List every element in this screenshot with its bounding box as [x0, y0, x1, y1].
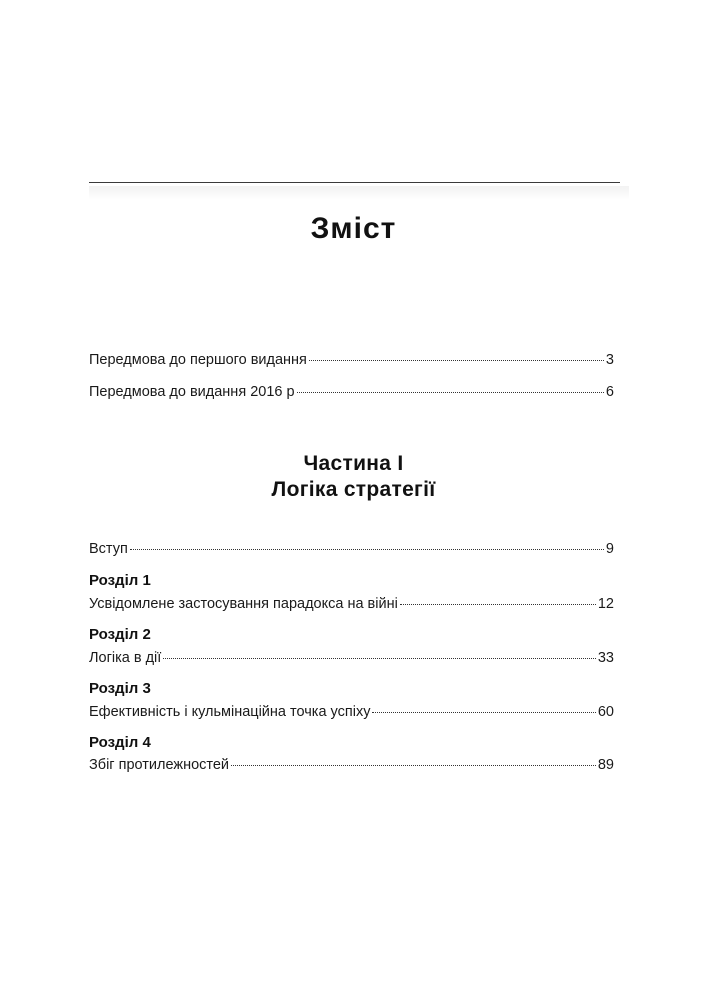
header-rule-shadow [89, 186, 629, 200]
toc-entry-label: Передмова до видання 2016 р [89, 384, 295, 400]
chapter-heading-3: Розділ 3 [89, 680, 151, 697]
toc-entry-chapter-4[interactable] [89, 757, 614, 773]
toc-entry-chapter-1[interactable] [89, 596, 614, 612]
part-number: Частина I [303, 452, 404, 475]
toc-entry-intro[interactable] [89, 541, 614, 557]
dot-leader [400, 604, 596, 605]
header-rule [89, 182, 620, 183]
toc-entry-label: Логіка в дії [89, 650, 162, 666]
part-heading [0, 451, 707, 503]
chapter-heading-1: Розділ 1 [89, 572, 151, 589]
toc-entry-label: Усвідомлене застосування парадокса на війні [89, 596, 398, 612]
toc-entry-page: 6 [605, 384, 614, 400]
toc-entry-page: 60 [597, 704, 614, 720]
toc-entry-preface-first[interactable] [89, 352, 614, 368]
toc-entry-page: 33 [597, 650, 614, 666]
chapter-heading-4: Розділ 4 [89, 734, 151, 751]
dot-leader [130, 549, 604, 550]
toc-entry-chapter-2[interactable] [89, 650, 614, 666]
dot-leader [163, 658, 596, 659]
dot-leader [231, 765, 596, 766]
toc-entry-chapter-3[interactable] [89, 704, 614, 720]
toc-entry-label: Ефективність і кульмінаційна точка успіху [89, 704, 371, 720]
chapter-heading-2: Розділ 2 [89, 626, 151, 643]
toc-entry-label: Передмова до першого видання [89, 352, 307, 368]
part-name: Логіка стратегії [271, 478, 436, 501]
toc-entry-page: 9 [605, 541, 614, 557]
dot-leader [297, 392, 604, 393]
toc-entry-preface-2016[interactable] [89, 384, 614, 400]
toc-entry-page: 3 [605, 352, 614, 368]
toc-entry-label: Вступ [89, 541, 128, 557]
toc-entry-label: Збіг протилежностей [89, 757, 230, 773]
dot-leader [372, 712, 595, 713]
toc-entry-page: 12 [597, 596, 614, 612]
toc-entry-page: 89 [597, 757, 614, 773]
dot-leader [309, 360, 604, 361]
page-title: Зміст [310, 212, 397, 245]
